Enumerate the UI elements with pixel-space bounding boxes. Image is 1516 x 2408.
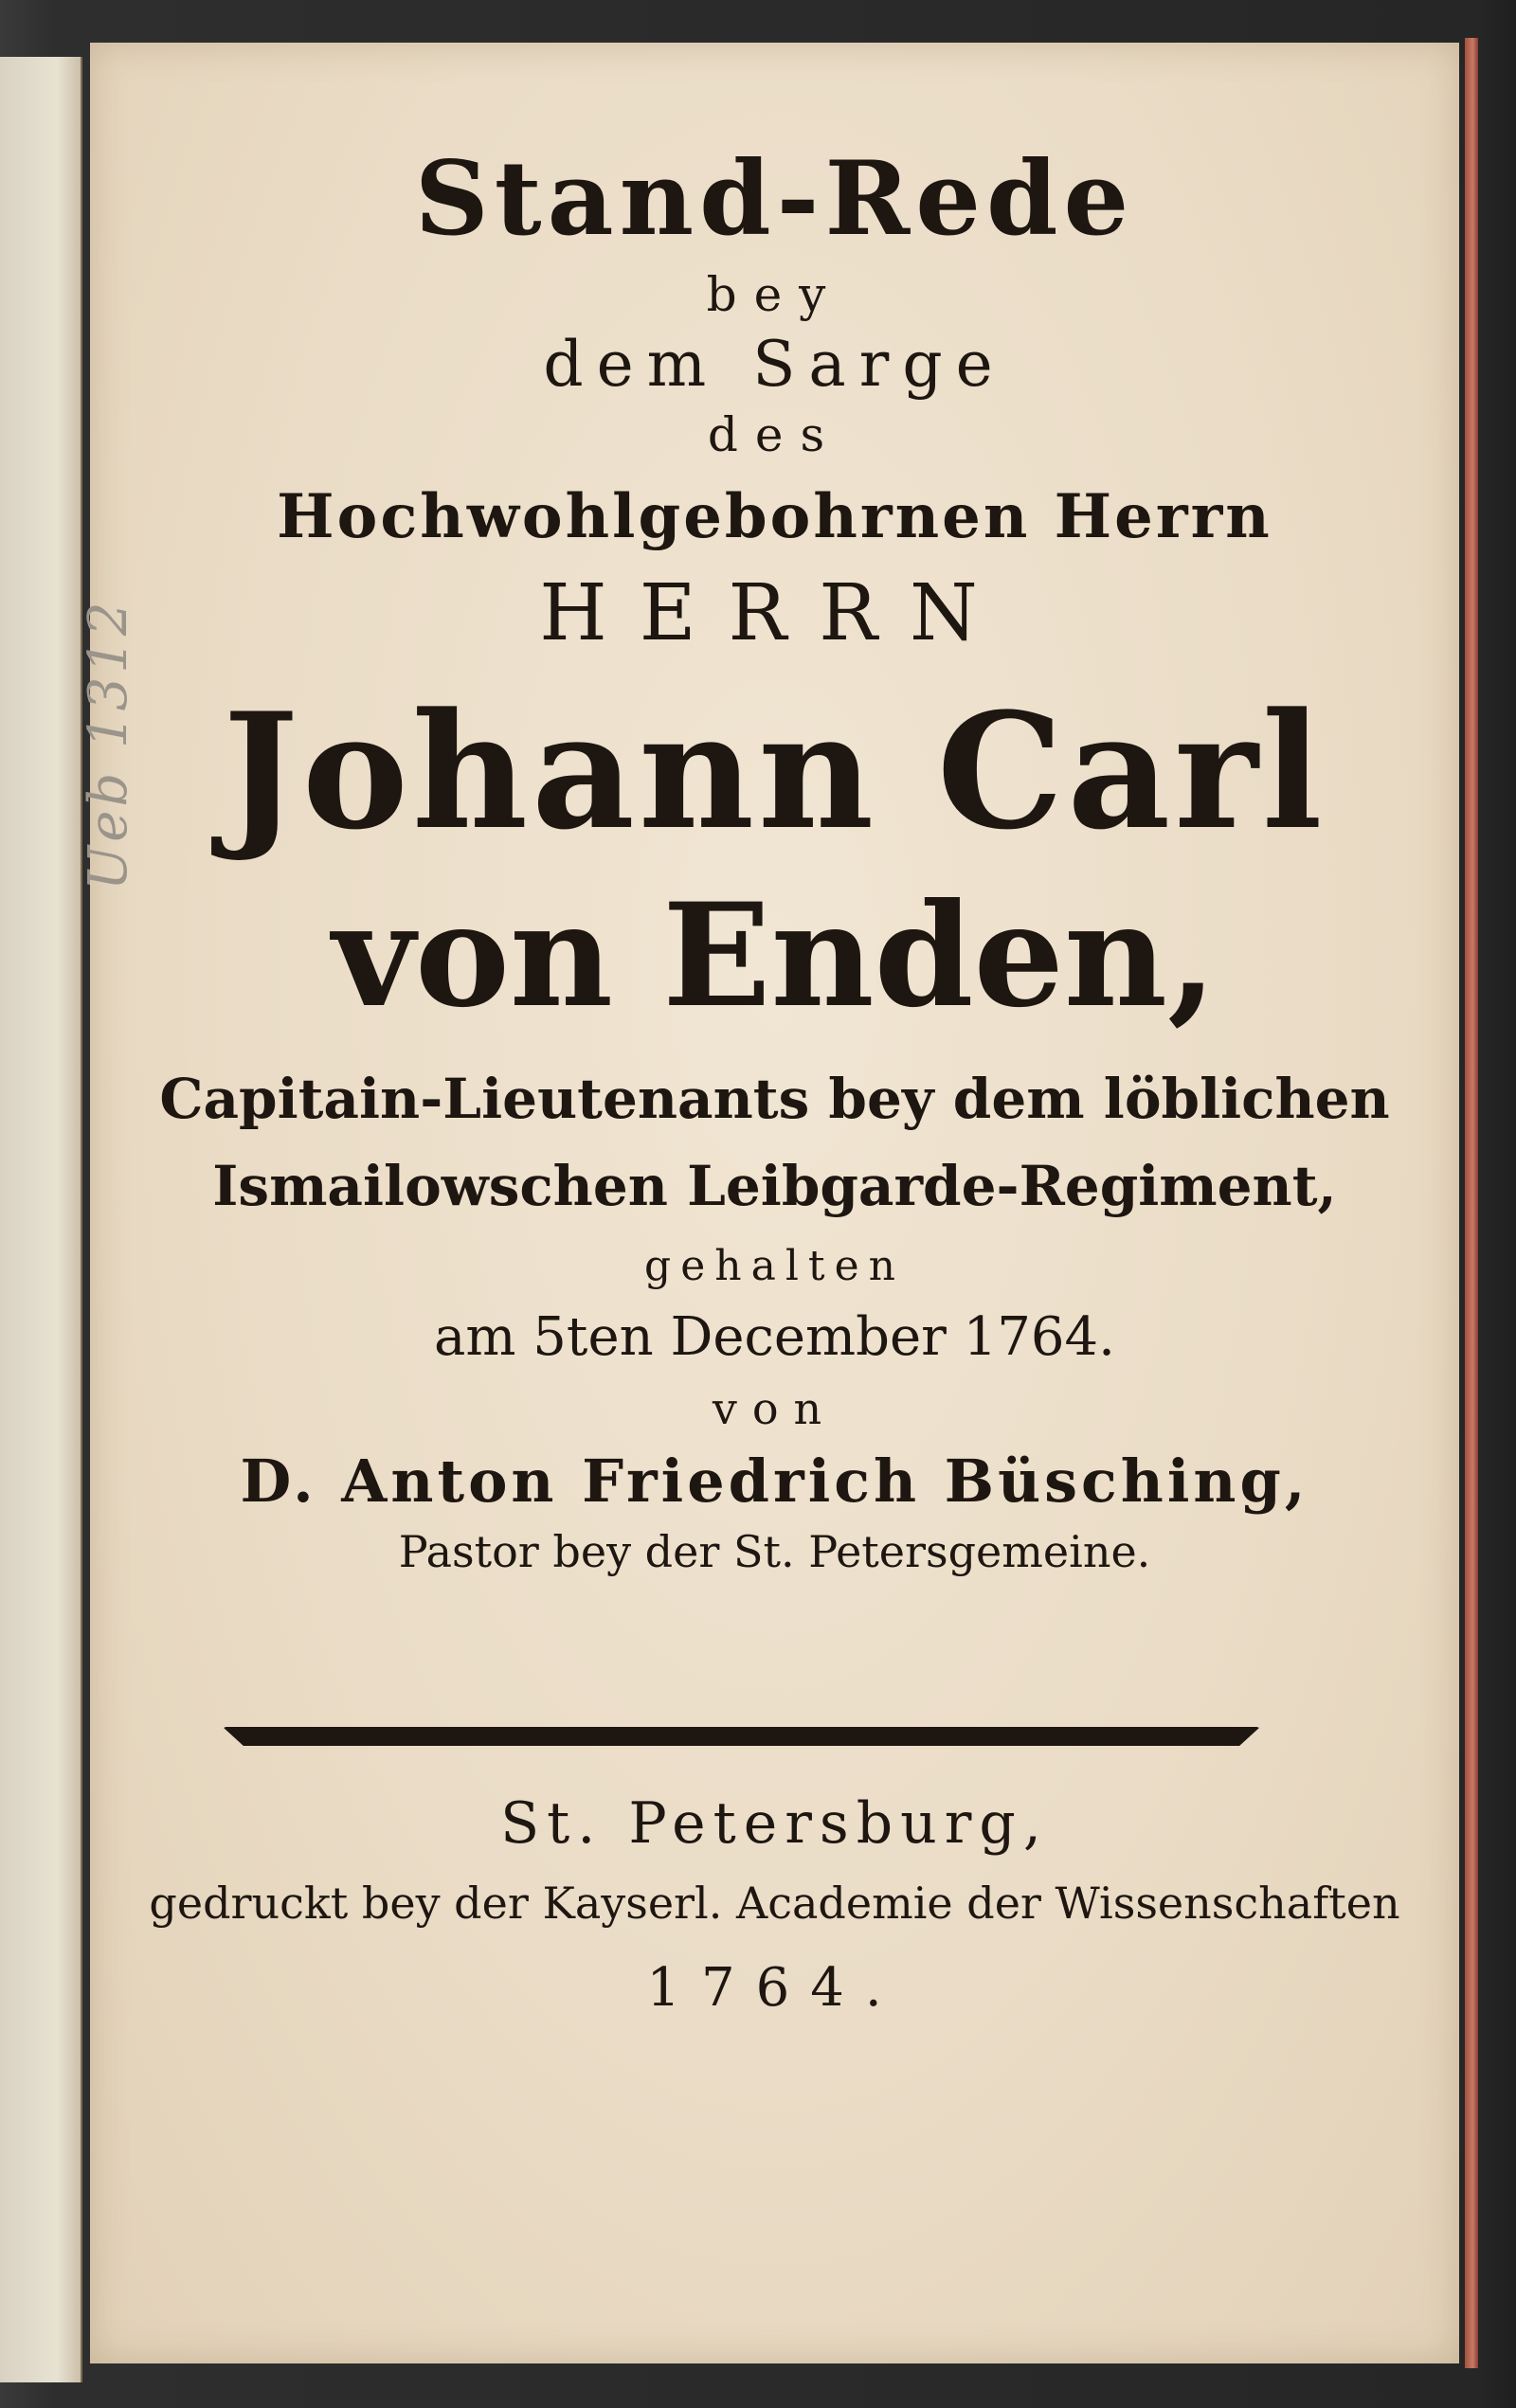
red-page-edge bbox=[1465, 38, 1478, 2368]
pencil-shelfmark-note: Ueb 1312 bbox=[78, 598, 139, 890]
imprint-block bbox=[90, 1781, 1459, 2031]
line-dem-sarge: dem Sarge bbox=[543, 328, 1006, 401]
author-role: Pastor bey der St. Petersgemeine. bbox=[398, 1526, 1151, 1577]
line-des: des bbox=[707, 407, 842, 462]
ornamental-rule bbox=[223, 1727, 1260, 1746]
speech-date: am 5ten December 1764. bbox=[434, 1306, 1115, 1368]
line-herrn-caps: HERRN bbox=[539, 568, 1010, 658]
imprint-year: 1764. bbox=[646, 1957, 903, 2019]
title-text-block bbox=[90, 43, 1459, 1582]
honoree-last-name: von Enden, bbox=[332, 872, 1218, 1039]
line-hochwohlgebohrnen: Hochwohlgebohrnen Herrn bbox=[277, 481, 1272, 552]
main-title: Stand-Rede bbox=[414, 139, 1135, 259]
rank-line-1: Capitain-Lieutenants bey dem löblichen bbox=[159, 1067, 1390, 1131]
line-von: von bbox=[712, 1383, 838, 1434]
author-name: D. Anton Friedrich Büsching, bbox=[240, 1447, 1309, 1516]
imprint-printer: gedruckt bey der Kayserl. Academie der Wissenschaften bbox=[149, 1878, 1400, 1929]
facing-page-edge bbox=[0, 57, 82, 2382]
rank-line-2: Ismailowschen Leibgarde-Regiment, bbox=[212, 1154, 1337, 1218]
line-bey: bey bbox=[706, 267, 843, 322]
line-gehalten: gehalten bbox=[644, 1242, 905, 1290]
imprint-city: St. Petersburg, bbox=[500, 1790, 1049, 1857]
honoree-first-name: Johann Carl bbox=[223, 677, 1326, 865]
